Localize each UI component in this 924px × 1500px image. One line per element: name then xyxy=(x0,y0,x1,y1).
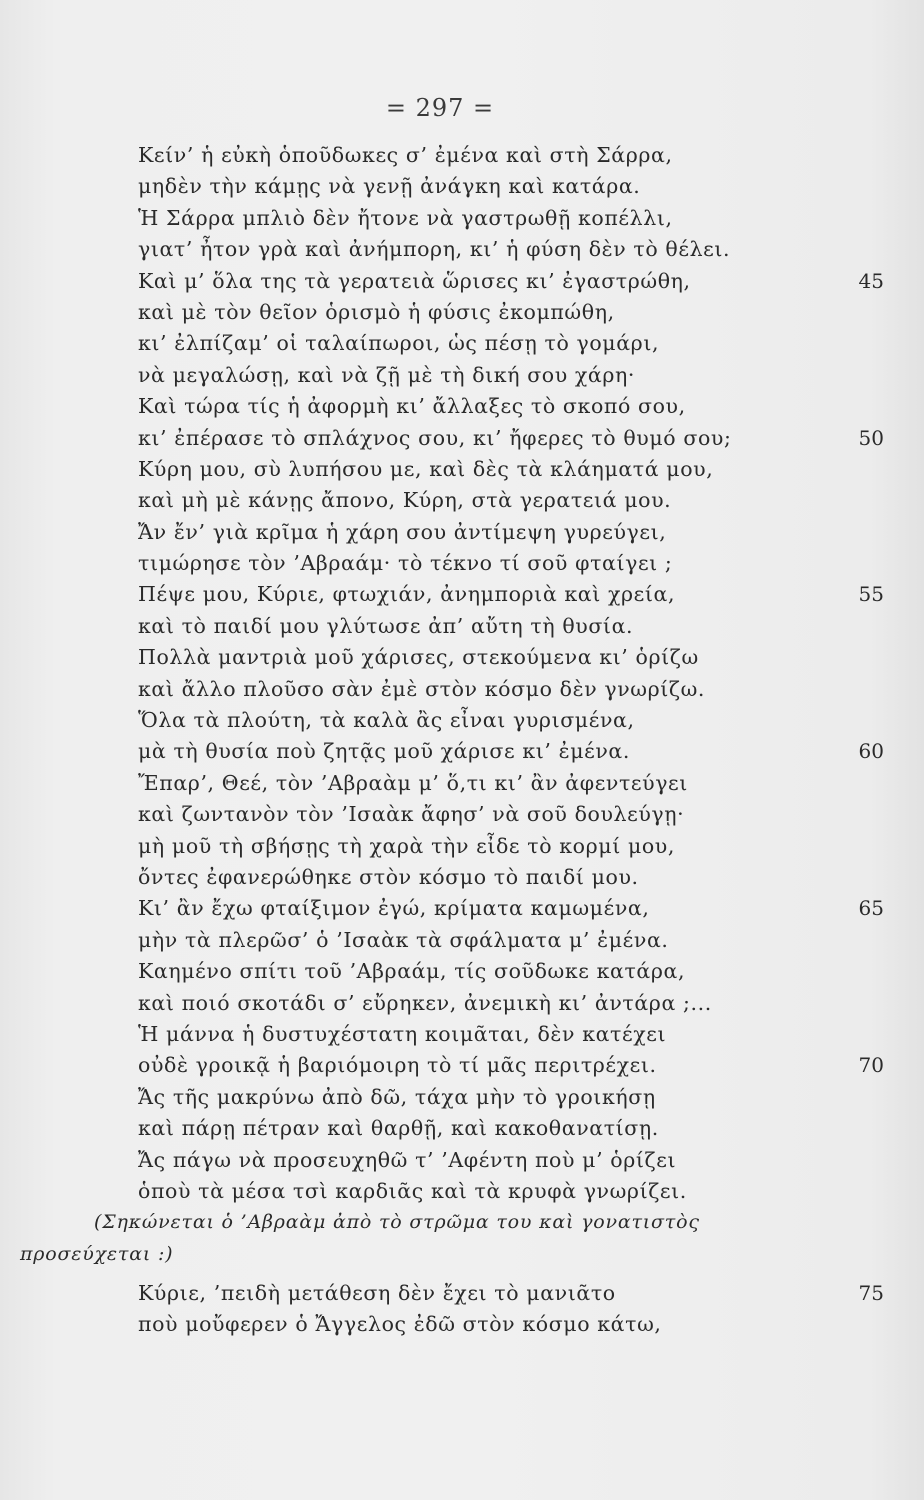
verse-text: καὶ ποιό σκοτάδι σ’ εὔρηκεν, ἀνεμικὴ κι’ ἀντάρα ;... xyxy=(138,990,712,1015)
verse-line xyxy=(138,297,878,328)
verse-line xyxy=(138,360,878,391)
verse-lines xyxy=(138,140,884,1207)
verse-text: καὶ μὴ μὲ κάνῃς ἄπονο, Κύρη, στὰ γερατειά μου. xyxy=(138,488,672,513)
verse-line xyxy=(138,1082,878,1113)
verse-text: ὄντες ἐφανερώθηκε στὸν κόσμο τὸ παιδί μου. xyxy=(138,864,639,889)
verse-text: Καὶ τώρα τίς ἡ ἀφορμὴ κι’ ἄλλαξες τὸ σκοπό σου, xyxy=(138,394,686,419)
stage-direction-line-2: προσεύχεται :) xyxy=(20,1242,174,1265)
verse-text: Κύρη μου, σὺ λυπήσου με, καὶ δὲς τὰ κλάηματά μου, xyxy=(138,456,714,481)
verse-line xyxy=(138,454,878,485)
verse-line xyxy=(138,925,878,956)
verse-text: Κι’ ἂν ἔχω φταίξιμον ἐγώ, κρίματα καμωμένα, xyxy=(138,896,650,921)
verse-line xyxy=(138,642,878,673)
verse-line xyxy=(138,611,878,642)
verse-text: ὁποὺ τὰ μέσα τσὶ καρδιᾶς καὶ τὰ κρυφὰ γνωρίζει. xyxy=(138,1178,687,1203)
line-number: 50 xyxy=(858,425,884,450)
verse-line xyxy=(138,893,884,924)
verse-line xyxy=(138,1176,878,1207)
verse-text: γιατ’ ἦτον γρὰ καὶ ἀνήμπορη, κι’ ἡ φύση δὲν τὸ θέλει. xyxy=(138,237,731,262)
verse-text: καὶ τὸ παιδί μου γλύτωσε ἀπ’ αὔτη τὴ θυσία. xyxy=(138,613,634,638)
verse-line xyxy=(138,1113,878,1144)
verse-text: οὐδὲ γροικᾷ ἡ βαριόμοιρη τὸ τί μᾶς περιτρέχει. xyxy=(138,1053,657,1078)
verse-text: Ἡ μάννα ἡ δυστυχέστατη κοιμᾶται, δὲν κατέχει xyxy=(138,1021,667,1046)
verse-text: νὰ μεγαλώσῃ, καὶ νὰ ζῇ μὲ τὴ δική σου χάρη· xyxy=(138,362,636,387)
verse-line xyxy=(138,768,878,799)
verse-text: μὰ τὴ θυσία ποὺ ζητᾷς μοῦ χάρισε κι’ ἐμένα. xyxy=(138,739,630,764)
verse-text: μὴ μοῦ τὴ σβήσῃς τὴ χαρὰ τὴν εἶδε τὸ κορμί μου, xyxy=(138,833,675,858)
verse-line xyxy=(138,328,878,359)
verse-line xyxy=(138,831,878,862)
verse-text: μὴν τὰ πλερῶσ’ ὁ ’Ισαὰκ τὰ σφάλματα μ’ ἐμένα. xyxy=(138,927,669,952)
verse-text: καὶ ἄλλο πλοῦσο σὰν ἐμὲ στὸν κόσμο δὲν γνωρίζω. xyxy=(138,676,706,701)
verse-text: κι’ ἐλπίζαμ’ οἱ ταλαίπωροι, ὡς πέσῃ τὸ γομάρι, xyxy=(138,331,660,356)
verse-text: Ὅλα τὰ πλούτη, τὰ καλὰ ἂς εἶναι γυρισμένα, xyxy=(138,708,635,733)
verse-line xyxy=(138,234,878,265)
verse-line xyxy=(138,171,878,202)
line-number: 60 xyxy=(858,739,884,764)
verse-line xyxy=(138,548,878,579)
verse-line xyxy=(138,736,884,767)
verse-text: μηδὲν τὴν κάμῃς νὰ γενῇ ἀνάγκη καὶ κατάρα. xyxy=(138,174,641,199)
verse-text: κι’ ἐπέρασε τὸ σπλάχνος σου, κι’ ἤφερες τὸ θυμό σου; xyxy=(138,425,732,450)
verse-text: Καημένο σπίτι τοῦ ’Αβραάμ, τίς σοῦδωκε κατάρα, xyxy=(138,959,686,984)
line-number: 70 xyxy=(858,1053,884,1078)
page-number: = 297 = xyxy=(385,94,495,122)
verse-text: καὶ μὲ τὸν θεῖον ὁρισμὸ ἡ φύσις ἐκομπώθη, xyxy=(138,299,615,324)
verse-line xyxy=(138,988,878,1019)
verse-text: τιμώρησε τὸν ’Αβραάμ· τὸ τέκνο τί σοῦ φταίγει ; xyxy=(138,551,673,576)
verse-block xyxy=(20,140,884,1341)
verse-text: Καὶ μ’ ὅλα της τὰ γερατειὰ ὥρισες κι’ ἐγαστρώθη, xyxy=(138,268,691,293)
verse-line xyxy=(138,1145,878,1176)
verse-line xyxy=(138,266,884,297)
verse-line xyxy=(138,674,878,705)
verse-line xyxy=(138,1050,884,1081)
line-number: 65 xyxy=(858,896,884,921)
verse-text: ποὺ μοὔφερεν ὁ Ἄγγελος ἐδῶ στὸν κόσμο κάτω, xyxy=(138,1312,662,1337)
verse-text: Ἔπαρ’, Θεέ, τὸν ’Αβραὰμ μ’ ὅ,τι κι’ ἂν ἀφεντεύγει xyxy=(138,770,688,795)
verse-line xyxy=(138,705,878,736)
line-number: 55 xyxy=(858,582,884,607)
verse-line xyxy=(138,391,878,422)
verse-line xyxy=(138,1309,878,1340)
verse-text: Πέψε μου, Κύριε, φτωχιάν, ἀνημποριὰ καὶ χρεία, xyxy=(138,582,676,607)
verse-line xyxy=(138,423,884,454)
verse-text: καὶ πάρῃ πέτραν καὶ θαρθῇ, καὶ κακοθανατίσῃ. xyxy=(138,1116,659,1141)
verse-text: Ἄν ἔν’ γιὰ κρῖμα ἡ χάρη σου ἀντίμεψη γυρεύγει, xyxy=(138,519,667,544)
verse-text: καὶ ζωντανὸν τὸν ’Ισαὰκ ἄφησ’ νὰ σοῦ δουλεύγῃ· xyxy=(138,802,685,827)
verse-line xyxy=(138,579,884,610)
verse-text: Ἄς πάγω νὰ προσευχηθῶ τ’ ’Αφέντη ποὺ μ’ ὁρίζει xyxy=(138,1147,677,1172)
verse-line xyxy=(138,517,878,548)
verse-line xyxy=(138,203,878,234)
verse-text: Ἡ Σάρρα μπλιὸ δὲν ἤτονε νὰ γαστρωθῇ κοπέλλι, xyxy=(138,205,673,230)
verse-text: Πολλὰ μαντριὰ μοῦ χάρισες, στεκούμενα κι’ ὁρίζω xyxy=(138,645,699,670)
stage-direction-line-1: (Σηκώνεται ὁ ’Αβραὰμ ἀπὸ τὸ στρῶμα του καὶ γονατιστὸς xyxy=(94,1211,700,1234)
line-number: 75 xyxy=(858,1281,884,1306)
verse-text: Ἄς τῆς μακρύνω ἀπὸ δῶ, τάχα μὴν τὸ γροικήσῃ xyxy=(138,1084,656,1109)
verse-line xyxy=(138,862,878,893)
verse-line xyxy=(138,140,878,171)
verse-line xyxy=(138,956,878,987)
verse-line xyxy=(138,1278,884,1309)
verse-line xyxy=(138,799,878,830)
line-number: 45 xyxy=(858,268,884,293)
verse-text: Κείν’ ἡ εὐκὴ ὁποῦδωκες σ’ ἐμένα καὶ στὴ Σάρρα, xyxy=(138,143,673,167)
verse-line xyxy=(138,1019,878,1050)
verse-line xyxy=(138,485,878,516)
verse-text: Κύριε, ’πειδὴ μετάθεση δὲν ἔχει τὸ μανιᾶτο xyxy=(138,1281,616,1306)
final-verse-lines xyxy=(138,1278,884,1341)
